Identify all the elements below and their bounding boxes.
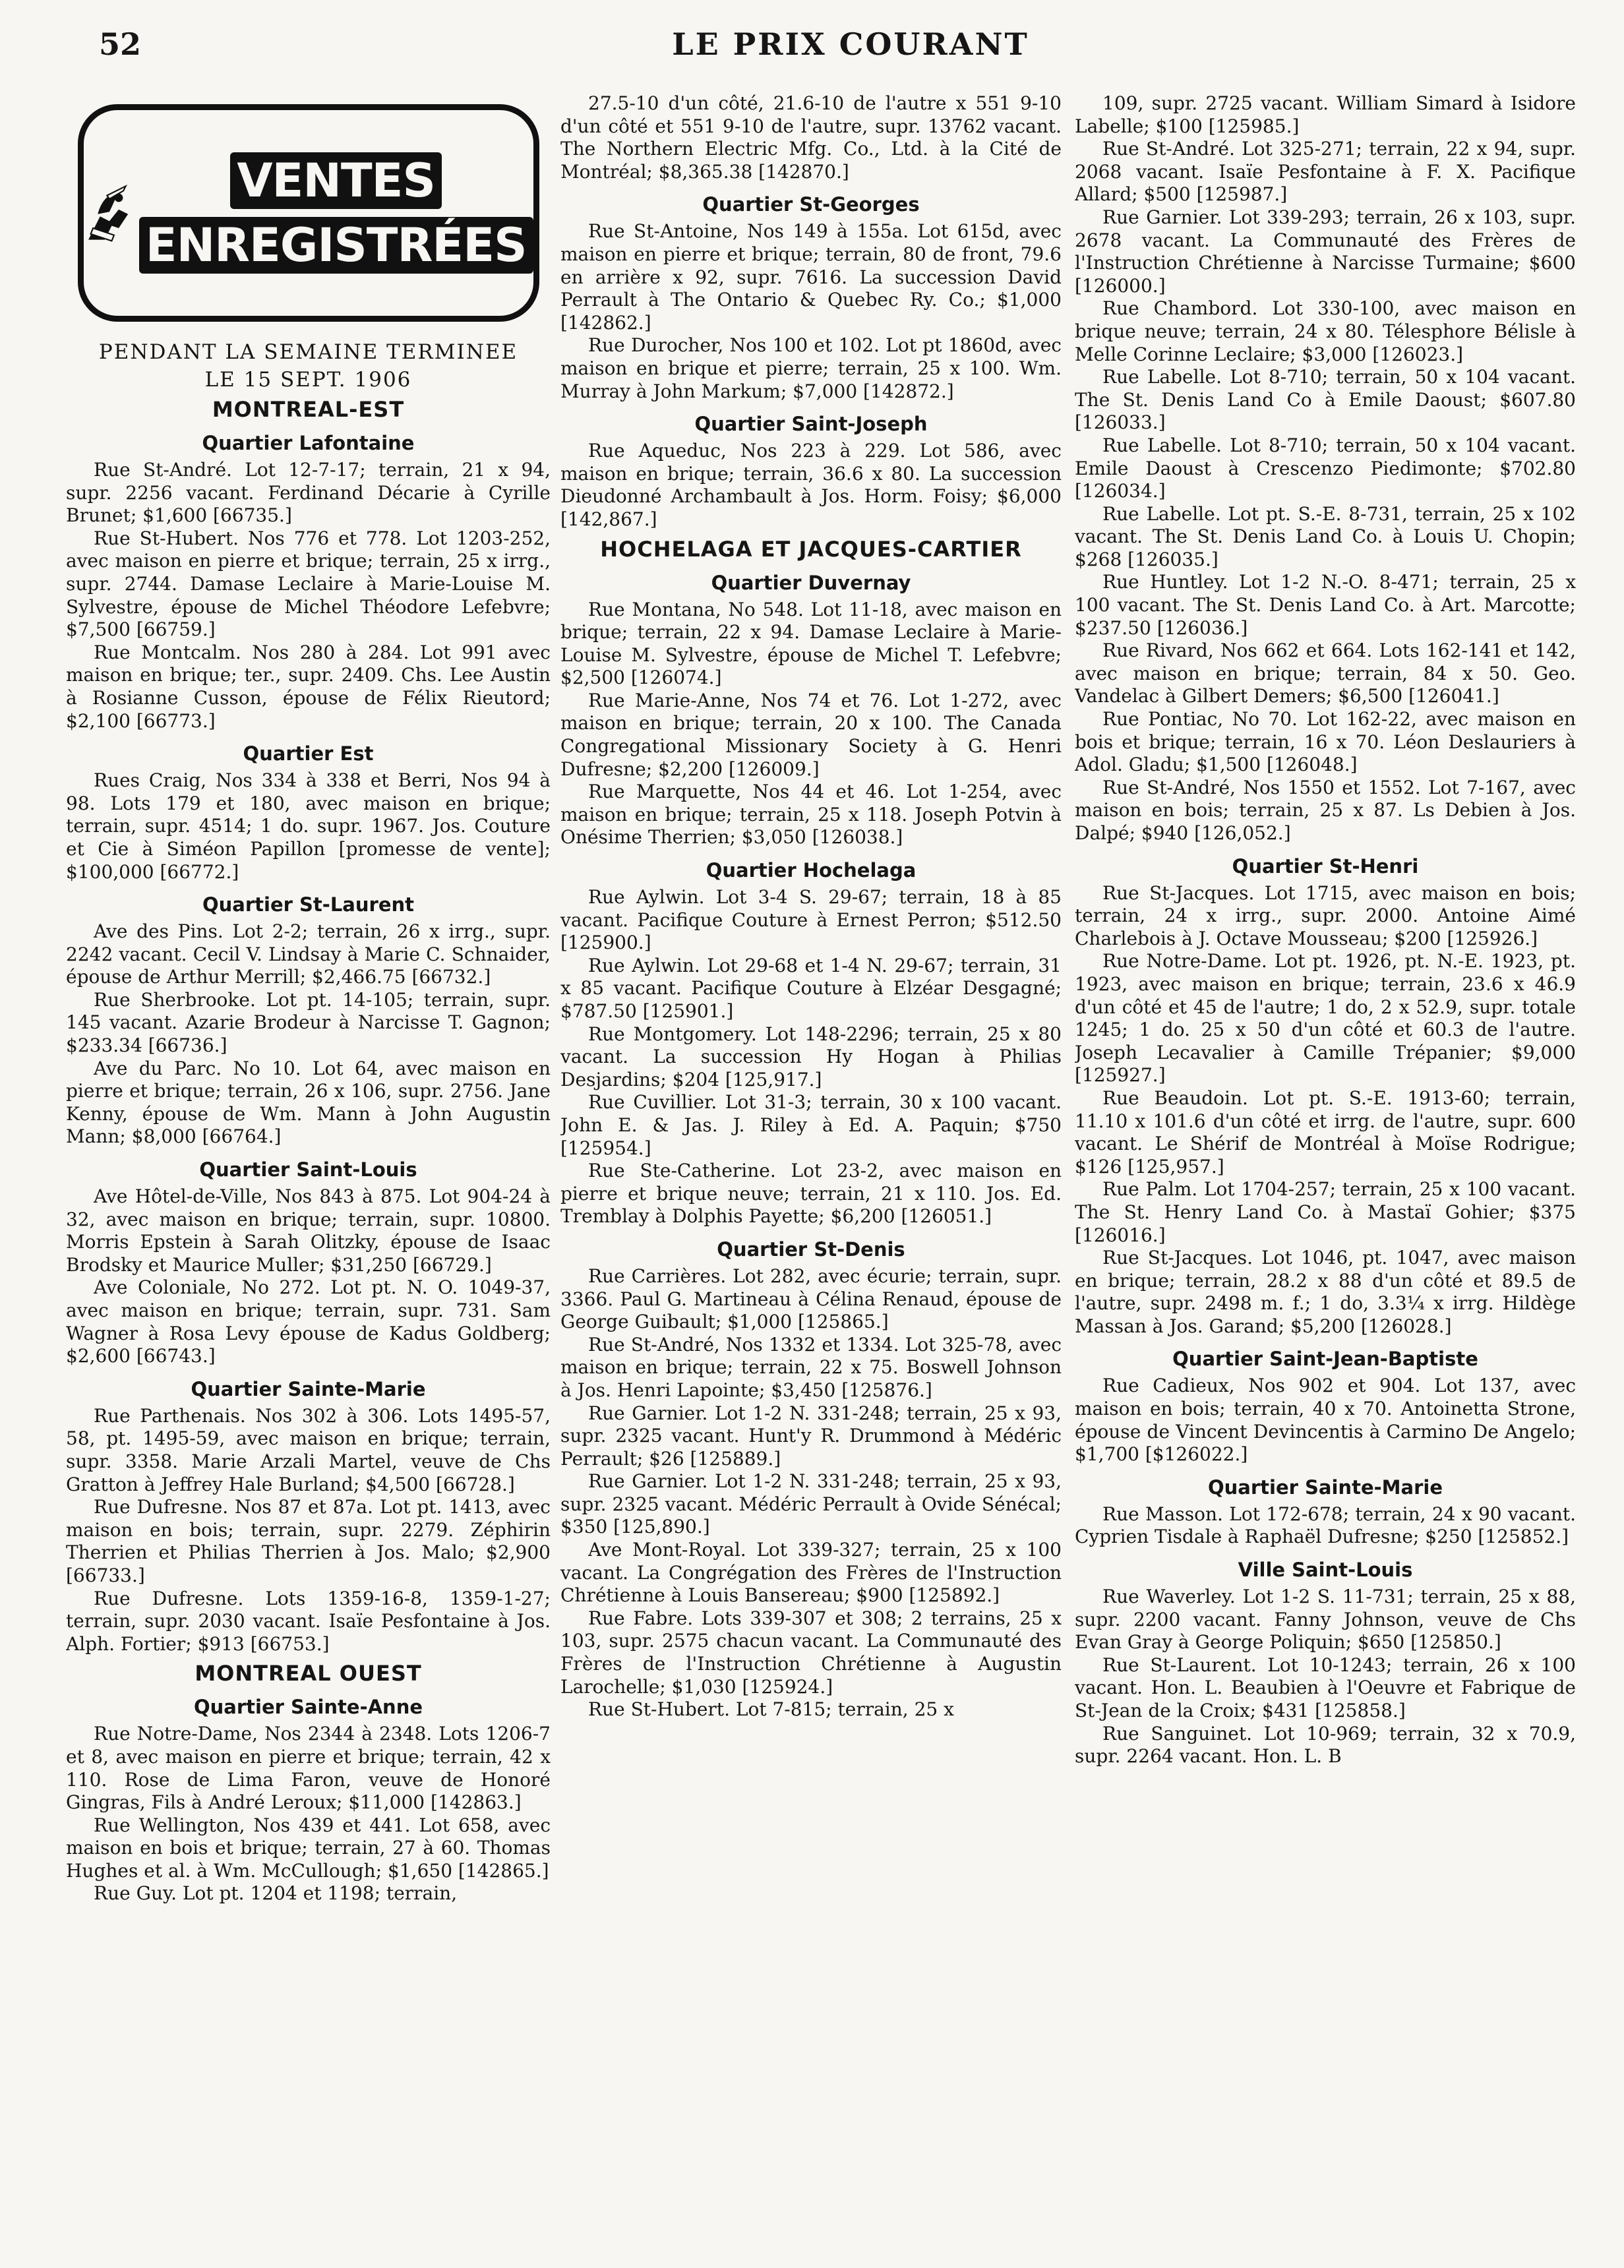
district-heading: Quartier St-Laurent [202, 893, 414, 916]
district-heading: Quartier St-Georges [702, 193, 920, 216]
sale-entry: Rue St-André. Lot 12-7-17; terrain, 21 x 94, supr. 2256 vacant. Ferdinand Décarie à Cyrille Brunet; $1,600 [66735.] [66, 459, 551, 527]
page-header [99, 26, 1602, 73]
sale-entry: Rue Aylwin. Lot 29-68 et 1-4 N. 29-67; terrain, 31 x 85 vacant. Pacifique Couture à Elzéar Desgagné; $787.50 [125901.] [560, 954, 1062, 1022]
sale-entry: Rue Labelle. Lot pt. S.-E. 8-731, terrain, 25 x 102 vacant. The St. Denis Land Co. à Louis U. Chopin; $268 [126035.] [1075, 502, 1576, 570]
sale-entry: Rue Ste-Catherine. Lot 23-2, avec maison en pierre et brique neuve; terrain, 21 x 110. Jos. Ed. Tremblay à Dolphis Payette; $6,200 [126051.] [560, 1160, 1062, 1228]
sale-entry: Rue Aqueduc, Nos 223 à 229. Lot 586, avec maison en brique; terrain, 36.6 x 80. La succession Dieudonné Archambault à Jos. Horm. Foisy; $6,000 [142,867.] [560, 440, 1062, 530]
district-heading: Quartier Sainte-Anne [193, 1696, 423, 1719]
region-heading: MONTREAL OUEST [195, 1661, 422, 1686]
sale-entry: Rue Chambord. Lot 330-100, avec maison en brique neuve; terrain, 24 x 80. Télesphore Bélisle à Melle Corinne Leclaire; $3,000 [126023.] [1075, 297, 1576, 365]
logo-line-2: ENREGISTRÉES [139, 217, 533, 274]
sale-entry: Rue Beaudoin. Lot pt. S.-E. 1913-60; terrain, 11.10 x 101.6 d'un côté et irrg. de l'autre, supr. 600 vacant. Le Shérif de Montréal à Moïse Rodrigue; $126 [125,957.] [1075, 1087, 1576, 1178]
sale-entry: 27.5-10 d'un côté, 21.6-10 de l'autre x 551 9-10 d'un côté et 551 9-10 de l'autre, supr. 13762 vacant. The Northern Electric Mfg. Co., Ltd. à la Cité de Montréal; $8,365.38 [142870.] [560, 92, 1062, 183]
page-number: 52 [99, 26, 142, 62]
logo-line-1: VENTES [230, 152, 442, 209]
sale-entry: Rue Carrières. Lot 282, avec écurie; terrain, supr. 3366. Paul G. Martineau à Célina Renaud, épouse de George Guibault; $1,000 [125865.] [560, 1265, 1062, 1333]
sale-entry: Rue St-Hubert. Nos 776 et 778. Lot 1203-252, avec maison en pierre et brique; terrain, 25 x irrg., supr. 2744. Damase Leclaire à Marie-Louise M. Sylvestre, épouse de Michel Théodore Lefebvre; $7,500 [66759.] [66, 527, 551, 641]
district-heading: Quartier St-Denis [717, 1238, 905, 1261]
sale-entry: Rue Montana, No 548. Lot 11-18, avec maison en brique; terrain, 22 x 94. Damase Leclaire à Marie-Louise M. Sylvestre, épouse de Michel T. Lefebvre; $2,500 [126074.] [560, 598, 1062, 689]
sale-entry: Rue Masson. Lot 172-678; terrain, 24 x 90 vacant. Cyprien Tisdale à Raphaël Dufresne; $250 [125852.] [1075, 1503, 1576, 1548]
sale-entry: Rue Montgomery. Lot 148-2296; terrain, 25 x 80 vacant. La succession Hy Hogan à Philias Desjardins; $204 [125,917.] [560, 1023, 1062, 1090]
district-heading: Quartier Saint-Jean-Baptiste [1172, 1348, 1478, 1371]
sale-entry: Rue Guy. Lot pt. 1204 et 1198; terrain, [94, 1882, 458, 1905]
sale-entry: Rue Palm. Lot 1704-257; terrain, 25 x 100 vacant. The St. Henry Land Co. à Mastaï Gohier; $375 [126016.] [1075, 1178, 1576, 1246]
sale-entry: Ave du Parc. No 10. Lot 64, avec maison en pierre et brique; terrain, 26 x 106, supr. 2756. Jane Kenny, épouse de Wm. Mann à John Augustin Mann; $8,000 [66764.] [66, 1057, 551, 1148]
sale-entry: Rue Huntley. Lot 1-2 N.-O. 8-471; terrain, 25 x 100 vacant. The St. Denis Land Co. à Art. Marcotte; $237.50 [126036.] [1075, 571, 1576, 639]
sale-entry: Rue Garnier. Lot 1-2 N. 331-248; terrain, 25 x 93, supr. 2325 vacant. Médéric Perrault à Ovide Sénécal; $350 [125,890.] [560, 1470, 1062, 1538]
region-heading: MONTREAL-EST [212, 397, 405, 422]
sale-entry: Rue Dufresne. Lots 1359-16-8, 1359-1-27; terrain, supr. 2030 vacant. Isaïe Pesfontaine à Jos. Alph. Fortier; $913 [66753.] [66, 1587, 551, 1655]
sale-entry: Rue Rivard, Nos 662 et 664. Lots 162-141 et 142, avec maison en brique; terrain, 84 x 50. Geo. Vandelac à Gilbert Demers; $6,500 [126041.] [1075, 640, 1576, 707]
sale-entry: Rue Garnier. Lot 1-2 N. 331-248; terrain, 25 x 93, supr. 2325 vacant. Hunt'y R. Drummond à Médéric Perrault; $26 [125889.] [560, 1402, 1062, 1470]
sale-entry: Rue Cuvillier. Lot 31-3; terrain, 30 x 100 vacant. John E. & Jas. J. Riley à Ed. A. Paquin; $750 [125954.] [560, 1091, 1062, 1159]
district-heading: Quartier St-Henri [1232, 854, 1419, 878]
writing-figure-icon [84, 124, 133, 302]
sale-entry: Rue Labelle. Lot 8-710; terrain, 50 x 104 vacant. Emile Daoust à Crescenzo Piedimonte; $702.80 [126034.] [1075, 434, 1576, 502]
column-3-listings [1075, 92, 1576, 1768]
period-line-2: LE 15 SEPT. 1906 [204, 368, 412, 392]
district-heading: Quartier Est [243, 742, 374, 765]
sale-entry: Rue Wellington, Nos 439 et 441. Lot 658, avec maison en bois et brique; terrain, 27 à 60. Thomas Hughes et al. à Wm. McCullough; $1,650 [142865.] [66, 1814, 551, 1882]
sale-entry: Rue Sanguinet. Lot 10-969; terrain, 32 x 70.9, supr. 2264 vacant. Hon. L. B [1075, 1722, 1576, 1768]
sale-entry: Ave Mont-Royal. Lot 339-327; terrain, 25 x 100 vacant. La Congrégation des Frères de l'Instruction Chrétienne à Louis Bansereau; $900 [125892.] [560, 1539, 1062, 1607]
sale-entry: Rue Garnier. Lot 339-293; terrain, 26 x 103, supr. 2678 vacant. La Communauté des Frères de l'Instruction Chrétienne à Narcisse Turmaine; $600 [126000.] [1075, 206, 1576, 297]
column-1 [66, 92, 551, 2242]
sale-entry: 109, supr. 2725 vacant. William Simard à Isidore Labelle; $100 [125985.] [1075, 92, 1576, 137]
period-line-1: PENDANT LA SEMAINE TERMINEE [98, 340, 518, 364]
sale-entry: Rue Notre-Dame, Nos 2344 à 2348. Lots 1206-7 et 8, avec maison en pierre et brique; terrain, 42 x 110. Rose de Lima Faron, veuve de Honoré Gingras, Fils à André Leroux; $11,000 [142863.] [66, 1723, 551, 1814]
sale-entry: Rue St-André. Lot 325-271; terrain, 22 x 94, supr. 2068 vacant. Isaïe Pesfontaine à F. X. Pacifique Allard; $500 [125987.] [1075, 138, 1576, 206]
sale-entry: Rue Montcalm. Nos 280 à 284. Lot 991 avec maison en brique; ter., supr. 2409. Chs. Lee Austin à Rosianne Cusson, épouse de Félix Rieutord; $2,100 [66773.] [66, 641, 551, 732]
sale-entry: Rue Aylwin. Lot 3-4 S. 29-67; terrain, 18 à 85 vacant. Pacifique Couture à Ernest Perron; $512.50 [125900.] [560, 886, 1062, 954]
sale-entry: Ave Hôtel-de-Ville, Nos 843 à 875. Lot 904-24 à 32, avec maison en brique; terrain, supr. 10800. Morris Epstein à Sarah Olitzky, épouse de Isaac Brodsky et Maurice Muller; $31,250 [66729.] [66, 1185, 551, 1276]
sale-entry: Rue St-André, Nos 1332 et 1334. Lot 325-78, avec maison en brique; terrain, 22 x 75. Boswell Johnson à Jos. Henri Lapointe; $3,450 [125876.] [560, 1333, 1062, 1401]
sale-entry: Rue St-Jacques. Lot 1715, avec maison en bois; terrain, 24 x irrg., supr. 2000. Antoine Aimé Charlebois à J. Octave Mousseau; $200 [125926.] [1075, 881, 1576, 949]
sale-entry: Rue St-Jacques. Lot 1046, pt. 1047, avec maison en brique; terrain, 28.2 x 88 d'un côté et 89.5 de l'autre, supr. 2498 m. f.; 1 do, 3.3¼ x irrg. Hildège Massan à Jos. Garand; $5,200 [126028.] [1075, 1247, 1576, 1337]
column-2-listings [560, 92, 1062, 1721]
sale-entry: Rue St-Antoine, Nos 149 à 155a. Lot 615d, avec maison en pierre et brique; terrain, 80 de front, 79.6 en arrière x 92, supr. 7616. La succession David Perrault à The Ontario & Quebec Ry. Co.; $1,000 [142862.] [560, 220, 1062, 334]
sale-entry: Rue Fabre. Lots 339-307 et 308; 2 terrains, 25 x 103, supr. 2575 chacun vacant. La Communauté des Frères de l'Instruction Chrétienne à Augustin Larochelle; $1,030 [125924.] [560, 1607, 1062, 1698]
sale-entry: Rue St-André, Nos 1550 et 1552. Lot 7-167, avec maison en bois; terrain, 25 x 87. Ls Debien à Jos. Dalpé; $940 [126,052.] [1075, 776, 1576, 844]
sale-entry: Rue Cadieux, Nos 902 et 904. Lot 137, avec maison en bois; terrain, 40 x 70. Antoinetta Strone, épouse de Vincent Devincentis à Carmino De Angelo; $1,700 [$126022.] [1075, 1375, 1576, 1466]
sale-entry: Rue Dufresne. Nos 87 et 87a. Lot pt. 1413, avec maison en bois; terrain, supr. 2279. Zéphirin Therrien et Philias Therrien à Jos. Malo; $2,900 [66733.] [66, 1496, 551, 1586]
district-heading: Quartier Duvernay [711, 571, 911, 594]
page-title: LE PRIX COURANT [672, 26, 1029, 62]
sale-entry: Rue Labelle. Lot 8-710; terrain, 50 x 104 vacant. The St. Denis Land Co à Emile Daoust; $607.80 [126033.] [1075, 366, 1576, 434]
district-heading: Quartier Saint-Louis [199, 1158, 417, 1181]
column-2 [560, 92, 1062, 2242]
sale-entry: Rue Durocher, Nos 100 et 102. Lot pt 1860d, avec maison en brique et pierre; terrain, 25 x 100. Wm. Murray à John Markum; $7,000 [142872.] [560, 334, 1062, 402]
sale-entry: Rue Sherbrooke. Lot pt. 14-105; terrain, supr. 145 vacant. Azarie Brodeur à Narcisse T. Gagnon; $233.34 [66736.] [66, 988, 551, 1057]
sale-entry: Rue Marie-Anne, Nos 74 et 76. Lot 1-272, avec maison en brique; terrain, 20 x 100. The Canada Congregational Missionary Society à G. Henri Dufresne; $2,200 [126009.] [560, 689, 1062, 780]
district-heading: Quartier Saint-Joseph [694, 413, 928, 436]
logo-text [139, 148, 533, 278]
district-heading: Quartier Hochelaga [706, 859, 917, 882]
region-heading: HOCHELAGA ET JACQUES-CARTIER [600, 536, 1022, 562]
district-heading: Ville Saint-Louis [1238, 1559, 1413, 1582]
sale-entry: Rue St-Hubert. Lot 7-815; terrain, 25 x [588, 1698, 954, 1721]
sale-entry: Rue Notre-Dame. Lot pt. 1926, pt. N.-E. 1923, pt. 1923, avec maison en brique; terrain, 23.6 x 46.9 d'un côté et 45 de l'autre; 1 do, 2 x 52.9, supr. totale 1245; 1 do. 25 x 50 d'un côté et 60.3 de l'autre. Joseph Lecavalier à Camille Trépanier; $9,000 [125927.] [1075, 950, 1576, 1087]
sale-entry: Rue St-Laurent. Lot 10-1243; terrain, 26 x 100 vacant. Hon. L. Beaubien à l'Oeuvre et Fabrique de St-Jean de la Croix; $431 [125858.] [1075, 1654, 1576, 1721]
sale-entry: Ave Coloniale, No 272. Lot pt. N. O. 1049-37, avec maison en brique; terrain, supr. 731. Sam Wagner à Rosa Levy épouse de Kadus Goldberg; $2,600 [66743.] [66, 1276, 551, 1367]
column-3 [1075, 92, 1576, 2242]
sale-entry: Rue Marquette, Nos 44 et 46. Lot 1-254, avec maison en brique; terrain, 25 x 118. Joseph Potvin à Onésime Therrien; $3,050 [126038.] [560, 781, 1062, 849]
sale-entry: Ave des Pins. Lot 2-2; terrain, 26 x irrg., supr. 2242 vacant. Cecil V. Lindsay à Marie C. Schnaider, épouse de Arthur Merrill; $2,466.75 [66732.] [66, 920, 551, 988]
ventes-logo [78, 104, 539, 322]
district-heading: Quartier Sainte-Marie [1208, 1476, 1443, 1499]
district-heading: Quartier Lafontaine [202, 432, 415, 454]
sale-entry: Rues Craig, Nos 334 à 338 et Berri, Nos 94 à 98. Lots 179 et 180, avec maison en brique; terrain, supr. 4514; 1 do. supr. 1967. Jos. Couture et Cie à Siméon Papillon [promesse de vente]; $100,000 [66772.] [66, 769, 551, 883]
sale-entry: Rue Waverley. Lot 1-2 S. 11-731; terrain, 25 x 88, supr. 2200 vacant. Fanny Johnson, veuve de Chs Evan Gray à George Poliquin; $650 [125850.] [1075, 1586, 1576, 1654]
column-1-listings [66, 397, 551, 1905]
district-heading: Quartier Sainte-Marie [191, 1377, 426, 1400]
sale-entry: Rue Pontiac, No 70. Lot 162-22, avec maison en bois et brique; terrain, 16 x 70. Léon Deslauriers à Adol. Gladu; $1,500 [126048.] [1075, 708, 1576, 776]
sale-entry: Rue Parthenais. Nos 302 à 306. Lots 1495-57, 58, pt. 1495-59, avec maison en brique; terrain, supr. 3358. Marie Arzali Martel, veuve de Chs Gratton à Jeffrey Hale Burland; $4,500 [66728.] [66, 1404, 551, 1495]
